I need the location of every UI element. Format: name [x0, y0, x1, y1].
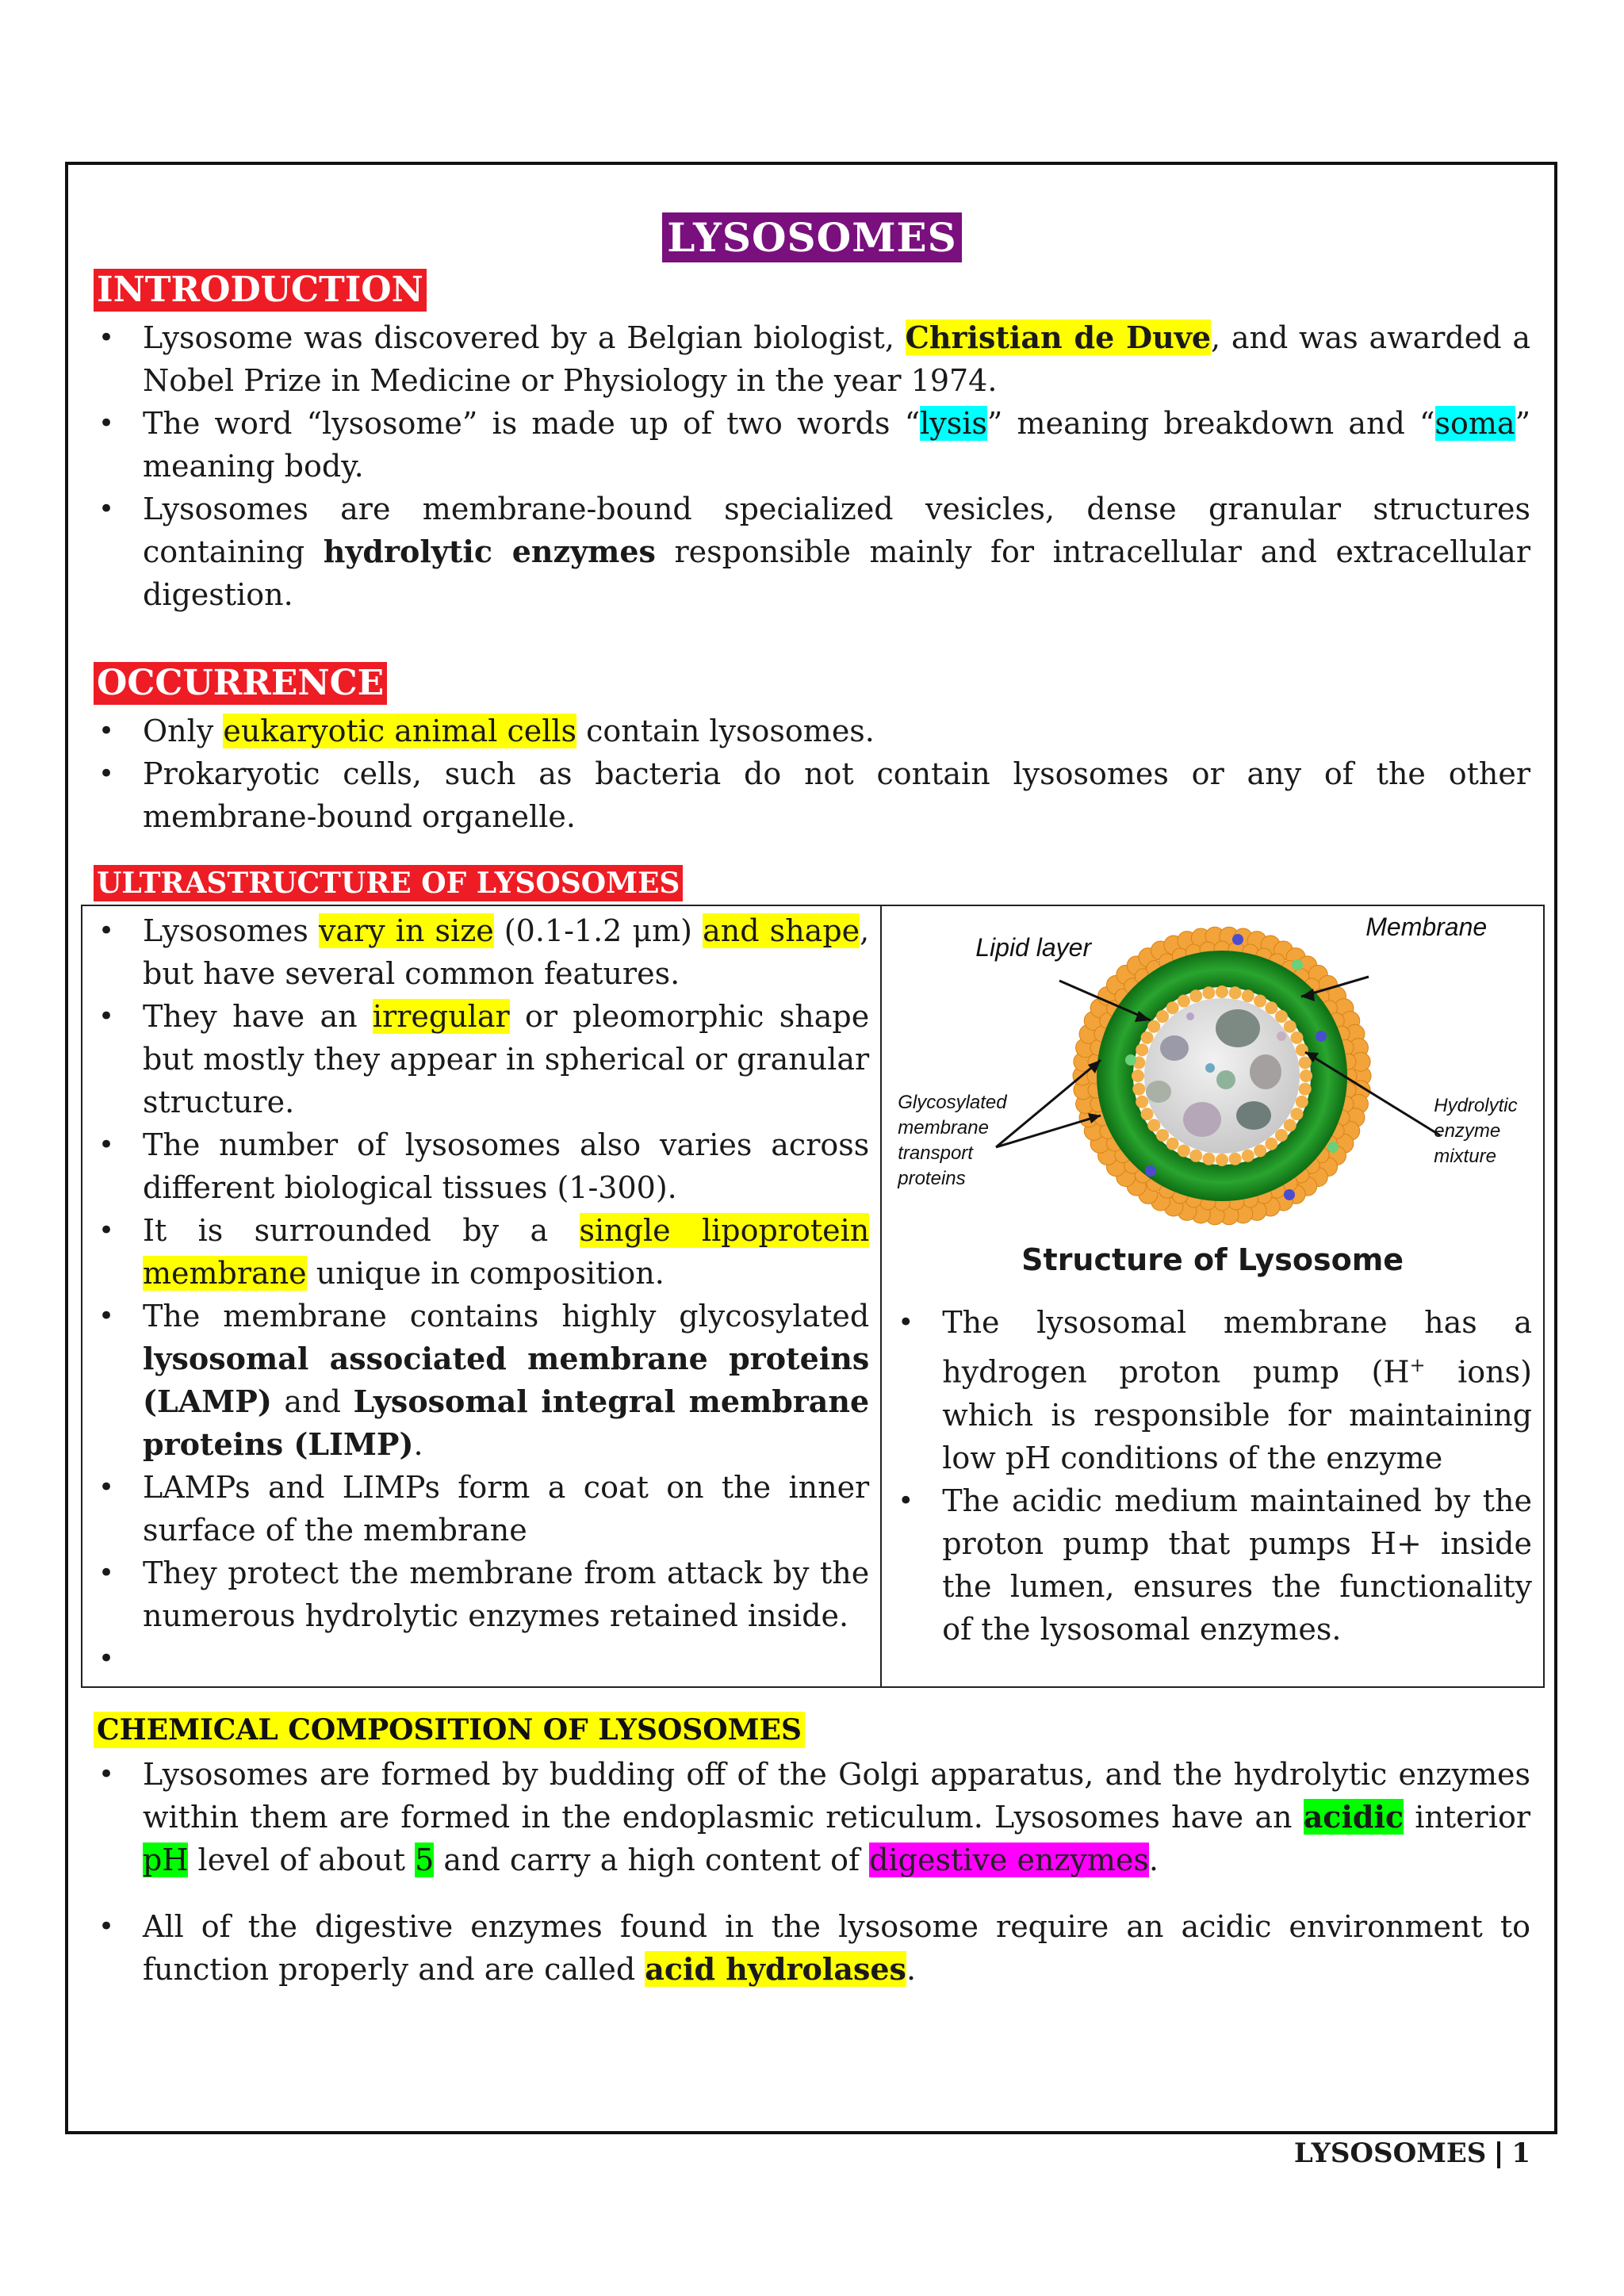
inner-lipid-bead [1141, 1108, 1154, 1120]
chem-bullet-1: • Lysosomes are formed by budding off of the Golgi apparatus, and the hydrolytic enzymes within them are formed in the endoplasmic reticulum. Lysosomes have an acidic interior pH level of about 5 and carry a high content of digestive enzymes. [143, 1753, 1530, 1881]
heading-introduction: INTRODUCTION [94, 269, 427, 312]
transport-protein [1327, 1142, 1339, 1153]
inner-lipid-bead [1136, 1096, 1148, 1108]
intro-bullet-2: • The word “lysosome” is made up of two words “lysis” meaning breakdown and “soma” meaning body. [143, 402, 1530, 488]
enzyme-granule [1216, 1009, 1260, 1047]
inner-lipid-bead [1229, 986, 1242, 999]
occurrence-bullet-2: • Prokaryotic cells, such as bacteria do not contain lysosomes or any of the other membrane-bound organelle. [143, 752, 1530, 838]
section-introduction [94, 269, 1530, 616]
transport-protein [1284, 1189, 1295, 1200]
inner-lipid-bead [1242, 989, 1254, 1002]
ultra-bullet-5: • The membrane contains highly glycosylated lysosomal associated membrane proteins (LAMP) and Lysosomal integral membrane proteins (LIMP). [143, 1295, 869, 1466]
inner-lipid-bead [1254, 995, 1266, 1008]
label-hydrolytic-mixture: Hydrolytic enzyme mixture [1434, 1095, 1518, 1167]
ultra-bullet-1: • Lysosomes vary in size (0.1-1.2 μm) and shape, but have several common features. [143, 909, 869, 995]
enzyme-granule [1160, 1035, 1189, 1061]
inner-lipid-bead [1291, 1031, 1304, 1044]
enzyme-granule [1186, 1012, 1194, 1020]
inner-lipid-bead [1147, 1020, 1160, 1033]
page-footer [1294, 2137, 1530, 2169]
inner-lipid-bead [1156, 1010, 1169, 1023]
enzyme-granule [1146, 1081, 1171, 1103]
inner-lipid-bead [1178, 995, 1190, 1008]
inner-lipid-bead [1266, 1138, 1278, 1150]
inner-lipid-bead [1284, 1020, 1297, 1033]
label-lipid-layer: Lipid layer [975, 933, 1092, 962]
occurrence-bullet-1: • Only eukaryotic animal cells contain lysosomes. [143, 710, 1530, 752]
chem-bullet-2: • All of the digestive enzymes found in the lysosome require an acidic environment to function properly and are called acid hydrolases. [143, 1905, 1530, 1991]
transport-protein [1232, 934, 1243, 945]
ultrastructure-table [81, 905, 1545, 1688]
page-number: 1 [1511, 2137, 1530, 2169]
inner-lipid-bead [1166, 1138, 1179, 1150]
inner-lipid-bead [1216, 1154, 1228, 1166]
inner-lipid-bead [1189, 989, 1202, 1002]
inner-lipid-bead [1133, 1083, 1146, 1096]
inner-lipid-bead [1242, 1150, 1254, 1162]
transport-protein [1316, 1031, 1327, 1042]
ultra-bullet-3: • The number of lysosomes also varies across different biological tissues (1-300). [143, 1123, 869, 1209]
ultrastructure-right-cell [881, 905, 1544, 1687]
section-occurrence [94, 662, 1530, 838]
ultra-bullet-6: • LAMPs and LIMPs form a coat on the inner surface of the membrane [143, 1466, 869, 1552]
section-ultrastructure [94, 865, 1530, 1688]
ultra-bullet-7: • They protect the membrane from attack by the numerous hydrolytic enzymes retained inside. [143, 1552, 869, 1637]
ultra-bullet-2: • They have an irregular or pleomorphic shape but mostly they appear in spherical or granular structure. [143, 995, 869, 1123]
inner-lipid-bead [1275, 1129, 1288, 1142]
enzyme-granule [1236, 1101, 1271, 1130]
inner-lipid-bead [1299, 1083, 1312, 1096]
heading-chemical-composition: CHEMICAL COMPOSITION OF LYSOSOMES [94, 1712, 805, 1748]
inner-lipid-bead [1296, 1043, 1308, 1056]
ultra-bullet-4: • It is surrounded by a single lipoprotein membrane unique in composition. [143, 1209, 869, 1295]
inner-lipid-bead [1141, 1031, 1154, 1044]
intro-bullet-1: • Lysosome was discovered by a Belgian biologist, Christian de Duve, and was awarded a Nobel Prize in Medicine or Physiology in the year 1974. [143, 316, 1530, 402]
inner-lipid-bead [1275, 1010, 1288, 1023]
ultrastructure-left-cell [82, 905, 881, 1687]
footer-divider [1497, 2141, 1500, 2168]
enzyme-granule [1183, 1102, 1221, 1137]
transport-protein [1125, 1054, 1136, 1066]
inner-lipid-bead [1156, 1129, 1169, 1142]
inner-lipid-bead [1132, 1070, 1144, 1082]
inner-lipid-bead [1291, 1108, 1304, 1120]
ultra-right-bullet-1: • The lysosomal membrane has a hydrogen proton pump (H+ ions) which is responsible for maintaining low pH conditions of the enzyme [942, 1301, 1532, 1479]
inner-lipid-bead [1136, 1043, 1148, 1056]
inner-lipid-bead [1299, 1056, 1312, 1069]
inner-lipid-bead [1147, 1119, 1160, 1131]
ultra-right-bullet-2: • The acidic medium maintained by the proton pump that pumps H+ inside the lumen, ensures the functionality of the lysosomal enzymes. [942, 1479, 1532, 1651]
document-body [94, 214, 1530, 1991]
enzyme-granule [1216, 1070, 1235, 1089]
inner-lipid-bead [1203, 1153, 1216, 1165]
inner-lipid-bead [1300, 1070, 1312, 1082]
inner-lipid-bead [1229, 1153, 1242, 1165]
enzyme-granule [1205, 1063, 1215, 1073]
ultra-bullet-empty [143, 1637, 869, 1680]
inner-lipid-bead [1203, 986, 1216, 999]
inner-lipid-bead [1266, 1001, 1278, 1014]
inner-lipid-bead [1189, 1150, 1202, 1162]
label-glycosylated-proteins: Glycosylated membrane transport proteins [898, 1092, 1007, 1189]
lysosome-diagram [893, 909, 1527, 1242]
section-chemical-composition [94, 1712, 1530, 1991]
footer-label: LYSOSOMES [1293, 2137, 1487, 2169]
page-title: LYSOSOMES [94, 214, 1530, 261]
inner-lipid-bead [1296, 1096, 1308, 1108]
transport-protein [1292, 959, 1303, 970]
label-membrane: Membrane [1365, 913, 1488, 941]
inner-lipid-bead [1284, 1119, 1297, 1131]
enzyme-granule [1250, 1054, 1281, 1089]
diagram-caption: Structure of Lysosome [1021, 1242, 1404, 1277]
transport-protein [1145, 1165, 1156, 1177]
heading-occurrence: OCCURRENCE [94, 662, 387, 705]
heading-ultrastructure: ULTRASTRUCTURE OF LYSOSOMES [94, 865, 683, 901]
inner-lipid-bead [1166, 1001, 1179, 1014]
intro-bullet-3: • Lysosomes are membrane-bound specialized vesicles, dense granular structures containing hydrolytic enzymes responsible mainly for intracellular and extracellular digestion. [143, 488, 1530, 616]
inner-lipid-bead [1254, 1144, 1266, 1157]
inner-lipid-bead [1178, 1144, 1190, 1157]
inner-lipid-bead [1216, 985, 1228, 998]
enzyme-granule [1277, 1031, 1286, 1041]
